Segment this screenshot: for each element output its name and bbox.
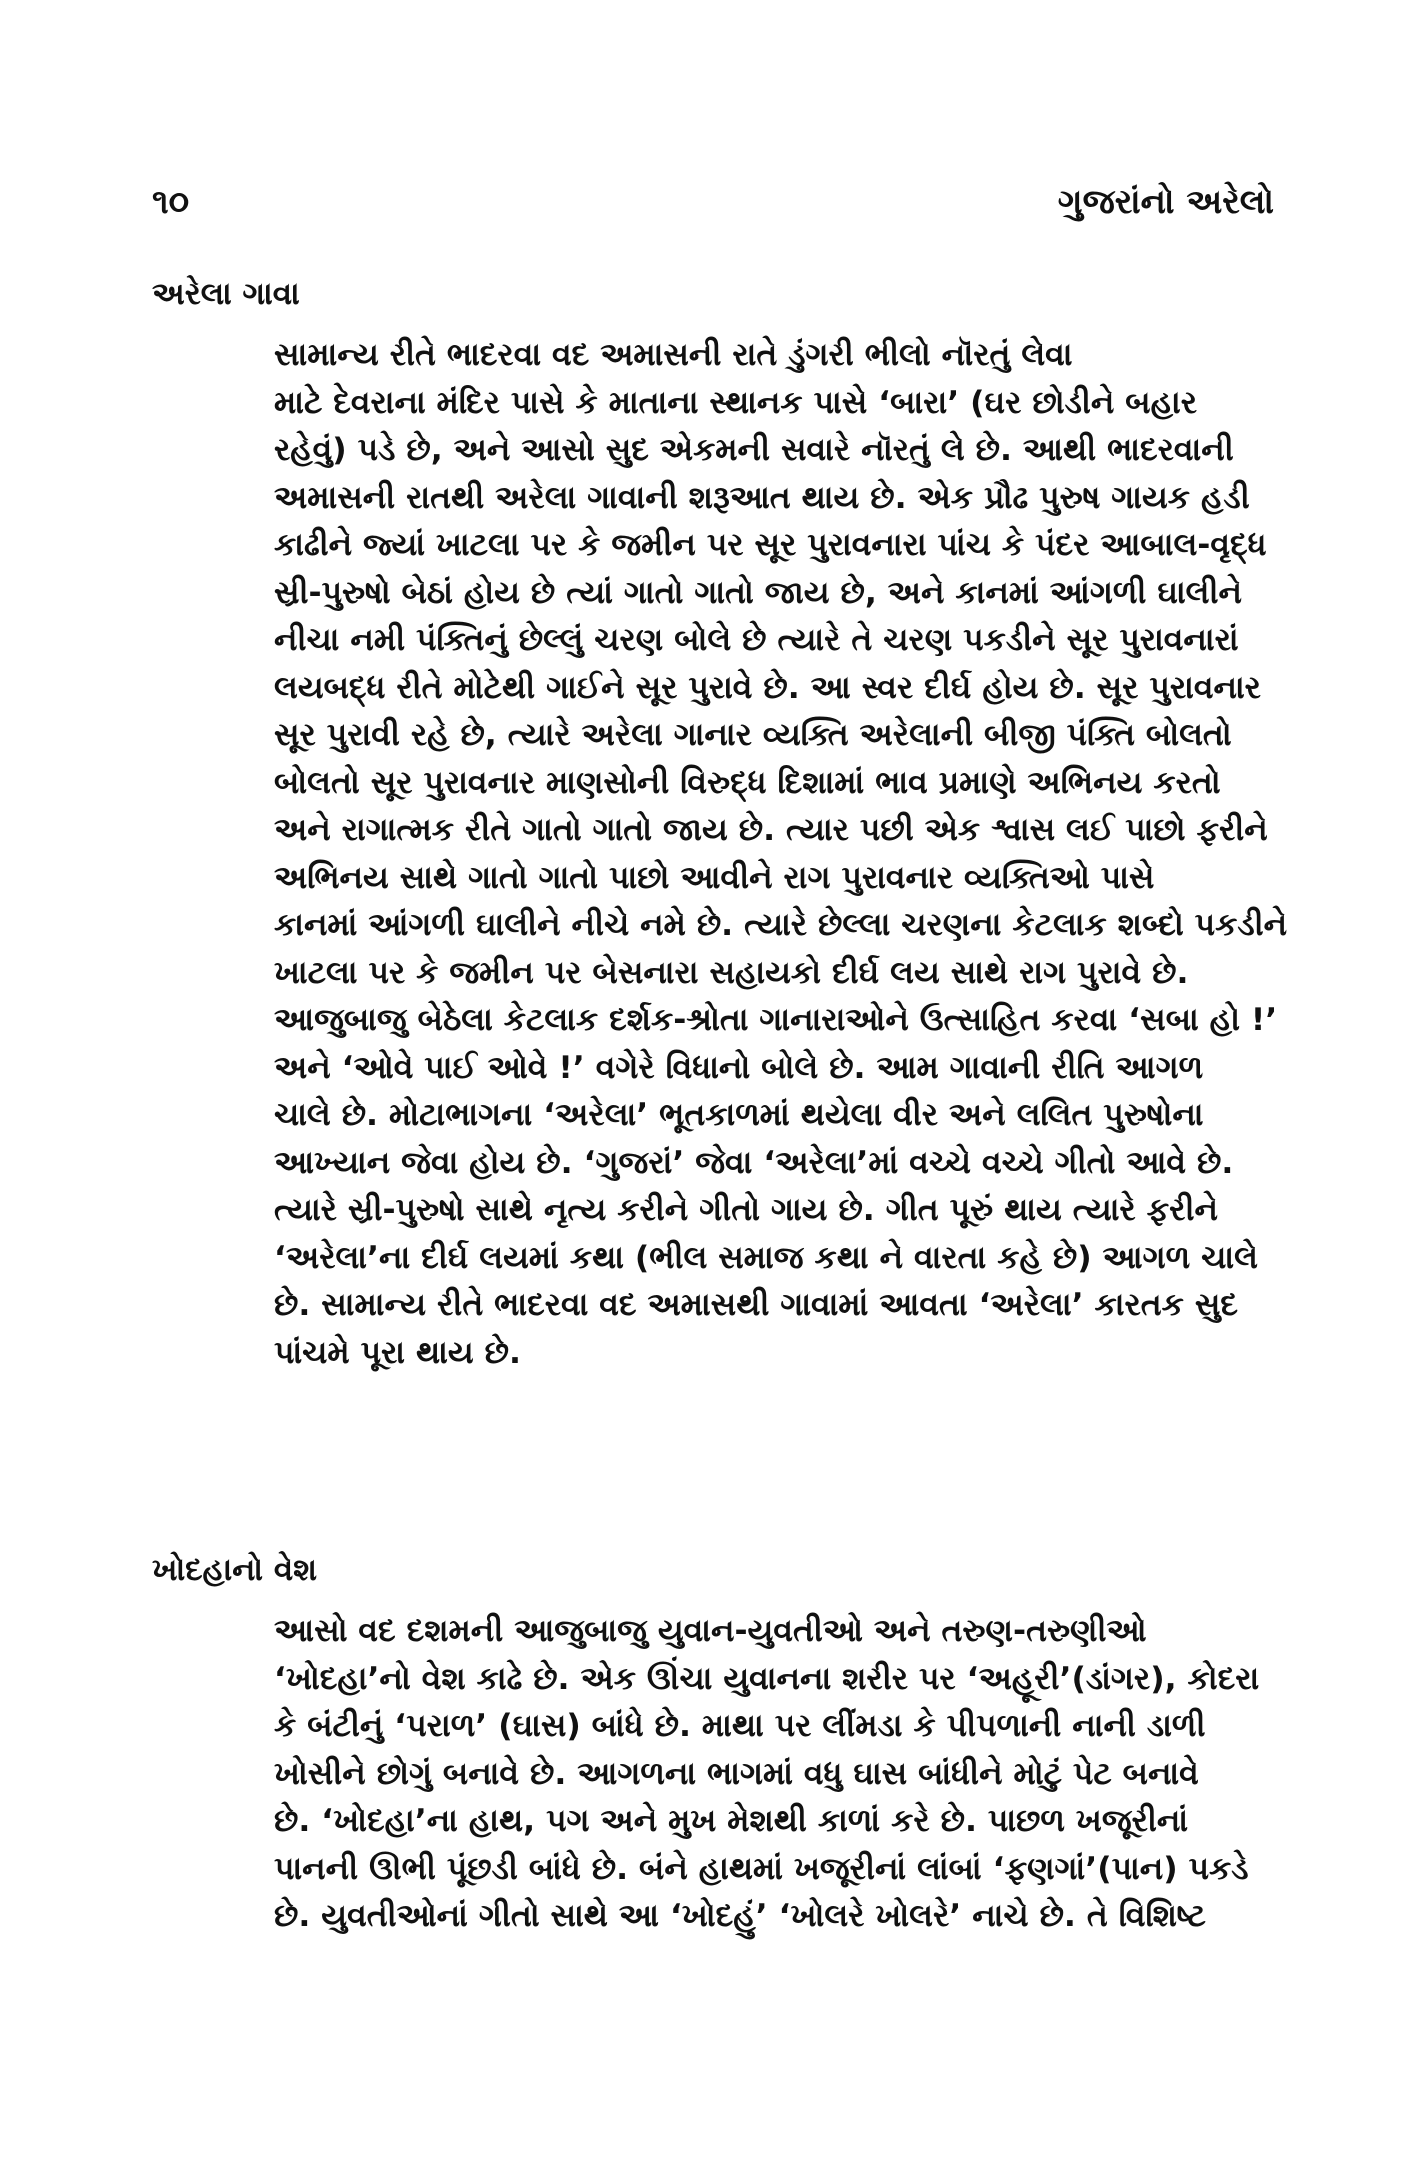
text-line: બોલતો સૂર પુરાવનાર માણસોની વિરુદ્ધ દિશામાં ભાવ પ્રમાણે અભિનય કરતો [274, 764, 1221, 801]
text-line: માટે દેવરાના મંદિર પાસે કે માતાના સ્થાનક પાસે ‘બારા’ (ઘર છોડીને બહાર [274, 384, 1197, 421]
text-line: છે. સામાન્ય રીતે ભાદરવા વદ અમાસથી ગાવામાં આવતા ‘અરેલા’ કારતક સુદ [274, 1287, 1238, 1323]
text-line: નીચા નમી પંક્તિનું છેલ્લું ચરણ બોલે છે ત્યારે તે ચરણ પકડીને સૂર પુરાવનારાં [274, 622, 1239, 658]
text-line: આસો વદ દશમની આજુબાજુ યુવાન-યુવતીઓ અને તરુણ-તરુણીઓ [274, 1613, 1147, 1649]
text-line: અને ‘ઓવે પાઈ ઓવે !’ વગેરે વિધાનો બોલે છે. આમ ગાવાની રીતિ આગળ [274, 1049, 1204, 1086]
text-line: અમાસની રાતથી અરેલા ગાવાની શરૂઆત થાય છે. એક પ્રૌઢ પુરુષ ગાયક હડી [274, 479, 1250, 516]
text-line: સામાન્ય રીતે ભાદરવા વદ અમાસની રાતે ડુંગરી ભીલો નૉરતું લેવા [274, 337, 1073, 373]
text-line: કાનમાં આંગળી ઘાલીને નીચે નમે છે. ત્યારે છેલ્લા ચરણના કેટલાક શબ્દો પકડીને [274, 907, 1288, 943]
book-title: ગુજરાંનો અરેલો [1057, 182, 1274, 222]
text-line: આખ્યાન જેવા હોય છે. ‘ગુજરાં’ જેવા ‘અરેલા’માં વચ્ચે વચ્ચે ગીતો આવે છે. [274, 1144, 1234, 1181]
text-line: સૂર પુરાવી રહે છે, ત્યારે અરેલા ગાનાર વ્યક્તિ અરેલાની બીજી પંક્તિ બોલતો [274, 717, 1232, 753]
text-line: રહેવું) પડે છે, અને આસો સુદ એકમની સવારે નૉરતું લે છે. આથી ભાદરવાની [274, 432, 1234, 468]
text-line: લયબદ્ધ રીતે મોટેથી ગાઈને સૂર પુરાવે છે. આ સ્વર દીર્ઘ હોય છે. સૂર પુરાવનાર [274, 669, 1261, 706]
section-heading: ખોદહાનો વેશ [152, 1552, 318, 1588]
text-line: કાઢીને જ્યાં ખાટલા પર કે જમીન પર સૂર પુરાવનારા પાંચ કે પંદર આબાલ-વૃદ્ધ [274, 527, 1267, 563]
text-line: અને રાગાત્મક રીતે ગાતો ગાતો જાય છે. ત્યાર પછી એક શ્વાસ લઈ પાછો ફરીને [274, 812, 1268, 848]
text-line: ‘ખોદહા’નો વેશ કાઢે છે. એક ઊંચા યુવાનના શરીર પર ‘અહૂરી’(ડાંગર), કોદરા [274, 1660, 1260, 1697]
text-line: ચાલે છે. મોટાભાગના ‘અરેલા’ ભૂતકાળમાં થયેલા વીર અને લલિત પુરુષોના [274, 1097, 1204, 1133]
section-khodaha-vesh [152, 1546, 1274, 1941]
text-line: છે. ‘ખોદહા’ના હાથ, પગ અને મુખ મેશથી કાળાં કરે છે. પાછળ ખજૂરીનાં [274, 1803, 1189, 1839]
text-line: ત્યારે સ્રી-પુરુષો સાથે નૃત્ય કરીને ગીતો ગાય છે. ગીત પૂરું થાય ત્યારે ફરીને [274, 1192, 1218, 1228]
text-line: સ્રી-પુરુષો બેઠાં હોય છે ત્યાં ગાતો ગાતો જાય છે, અને કાનમાં આંગળી ઘાલીને [274, 574, 1242, 611]
text-line: અભિનય સાથે ગાતો ગાતો પાછો આવીને રાગ પુરાવનાર વ્યક્તિઓ પાસે [274, 859, 1155, 896]
section-paragraph [152, 1608, 1274, 1941]
section-heading: અરેલા ગાવા [152, 276, 300, 312]
section-paragraph [152, 332, 1288, 1377]
page-number: ૧૦ [152, 182, 190, 222]
text-line: છે. યુવતીઓનાં ગીતો સાથે આ ‘ખોદહું’ ‘ખોલરે ખોલરે’ નાચે છે. તે વિશિષ્ટ [274, 1898, 1206, 1934]
text-line: કે બંટીનું ‘પરાળ’ (ઘાસ) બાંધે છે. માથા પર લીંમડા કે પીપળાની નાની ડાળી [274, 1708, 1206, 1744]
text-line: ખાટલા પર કે જમીન પર બેસનારા સહાયકો દીર્ઘ લય સાથે રાગ પુરાવે છે. [274, 954, 1189, 991]
text-line: ખોસીને છોગું બનાવે છે. આગળના ભાગમાં વધુ ઘાસ બાંધીને મોટું પેટ બનાવે [274, 1755, 1199, 1792]
running-header [152, 182, 1274, 242]
text-line: ‘અરેલા’ના દીર્ઘ લયમાં કથા (ભીલ સમાજ કથા ને વારતા કહે છે) આગળ ચાલે [274, 1239, 1258, 1276]
text-line: આજુબાજુ બેઠેલા કેટલાક દર્શક-શ્રોતા ગાનારાઓને ઉત્સાહિત કરવા ‘સબા હો !’ [274, 1002, 1278, 1038]
section-arela-gava [152, 270, 1288, 1377]
text-line: પાનની ઊભી પૂંછડી બાંધે છે. બંને હાથમાં ખજૂરીનાં લાંબાં ‘ફણગાં’(પાન) પકડે [274, 1850, 1249, 1887]
text-line: પાંચમે પૂરા થાય છે. [274, 1334, 521, 1371]
